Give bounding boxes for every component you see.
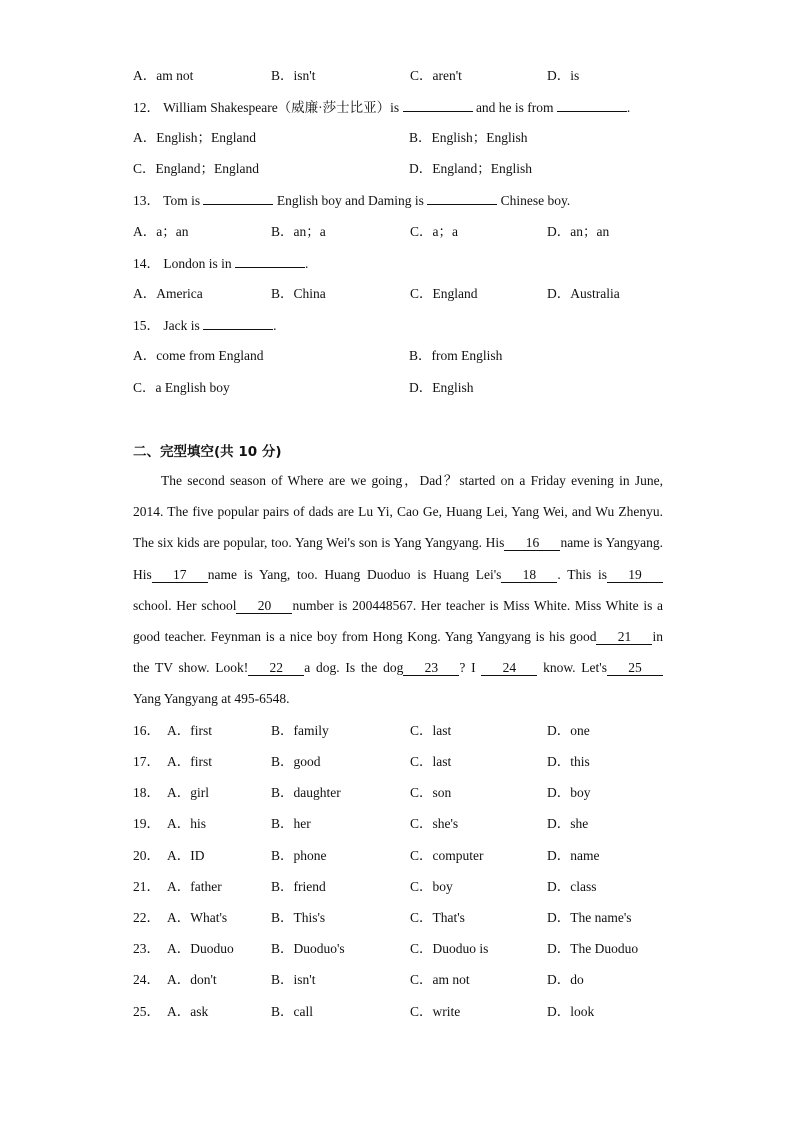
q25-option-a[interactable]: A．ask <box>167 1004 209 1019</box>
q16-option-d[interactable]: D．one <box>547 723 590 738</box>
q20-option-c[interactable]: C．computer <box>410 848 484 863</box>
q25-option-c[interactable]: C．write <box>410 1004 461 1019</box>
q12-blank-2[interactable] <box>557 97 627 112</box>
q15-end: . <box>273 318 277 333</box>
q13-option-d[interactable]: D．an；an <box>547 224 610 239</box>
q24-option-a[interactable]: A．don't <box>167 972 217 987</box>
q17-option-a[interactable]: A．first <box>167 754 212 769</box>
passage-text-6: number is 200448567. Her teacher is Miss White. Miss White is a good teacher. Feynman is a nice boy from Hong Kong. Yang Yangyang is his good <box>133 597 663 645</box>
q13-text-b: English boy and Daming is <box>276 193 424 208</box>
q13-number: 13． <box>133 193 160 208</box>
q11-option-c[interactable]: C．aren't <box>410 68 462 83</box>
cloze-blank-23[interactable]: 23 <box>403 661 459 676</box>
q21-option-d[interactable]: D．class <box>547 879 597 894</box>
passage-text-11: Yang Yangyang at 495-6548. <box>133 691 290 707</box>
q23-option-a[interactable]: A．Duoduo <box>167 941 234 956</box>
q23-number: 23． <box>133 941 160 956</box>
q16-number: 16． <box>133 723 160 738</box>
q19-option-b[interactable]: B．her <box>271 816 311 831</box>
q15-option-a[interactable]: A．come from England <box>133 348 264 363</box>
q22-option-d[interactable]: D．The name's <box>547 910 632 925</box>
q12-text-b: and he is from <box>475 100 554 115</box>
cloze-blank-21[interactable]: 21 <box>596 630 652 645</box>
q14-stem <box>133 253 308 273</box>
passage-text-3: name is Yang, too. Huang Duoduo is Huang Lei's <box>207 566 502 582</box>
q21-option-c[interactable]: C．boy <box>410 879 453 894</box>
q23-option-c[interactable]: C．Duoduo is <box>410 941 489 956</box>
cloze-blank-17[interactable]: 17 <box>152 568 208 583</box>
q12-blank-1[interactable] <box>403 97 473 112</box>
q18-number: 18． <box>133 785 160 800</box>
q22-option-c[interactable]: C．That's <box>410 910 465 925</box>
q13-text-a: Tom is <box>163 193 201 208</box>
q20-option-d[interactable]: D．name <box>547 848 600 863</box>
q25-number: 25． <box>133 1004 160 1019</box>
cloze-blank-22[interactable]: 22 <box>248 661 304 676</box>
q15-option-c[interactable]: C．a English boy <box>133 380 230 395</box>
q25-option-b[interactable]: B．call <box>271 1004 313 1019</box>
q13-stem <box>133 190 570 210</box>
q13-blank-1[interactable] <box>203 190 273 205</box>
q14-end: . <box>305 256 309 271</box>
passage-text-10: know. Let's <box>543 660 607 676</box>
q17-number: 17． <box>133 754 160 769</box>
cloze-blank-16[interactable]: 16 <box>504 536 560 551</box>
q15-option-d[interactable]: D．English <box>409 380 474 395</box>
q14-number: 14． <box>133 256 160 271</box>
q14-option-b[interactable]: B．China <box>271 286 326 301</box>
cloze-passage <box>133 465 663 715</box>
q19-option-a[interactable]: A．his <box>167 816 207 831</box>
q13-option-a[interactable]: A．a；an <box>133 224 189 239</box>
q14-option-c[interactable]: C．England <box>410 286 478 301</box>
q16-option-b[interactable]: B．family <box>271 723 329 738</box>
q24-option-c[interactable]: C．am not <box>410 972 470 987</box>
q12-option-d[interactable]: D．England；English <box>409 161 532 176</box>
q17-option-b[interactable]: B．good <box>271 754 321 769</box>
section-heading: 二、完型填空(共 10 分) <box>133 444 282 460</box>
q17-option-d[interactable]: D．this <box>547 754 590 769</box>
q18-option-d[interactable]: D．boy <box>547 785 591 800</box>
q12-end: . <box>626 100 631 115</box>
passage-text-2: name is Yangyang. His <box>133 535 663 582</box>
cloze-blank-25[interactable]: 25 <box>607 661 663 676</box>
passage-text-4: . This is <box>557 566 608 582</box>
q18-option-c[interactable]: C．son <box>410 785 452 800</box>
q21-option-a[interactable]: A．father <box>167 879 222 894</box>
q24-option-b[interactable]: B．isn't <box>271 972 316 987</box>
q11-option-d[interactable]: D．is <box>547 68 580 83</box>
cloze-blank-20[interactable]: 20 <box>236 599 292 614</box>
q19-number: 19． <box>133 816 160 831</box>
q22-option-a[interactable]: A．What's <box>167 910 228 925</box>
q13-text-c: Chinese boy. <box>500 193 571 208</box>
q21-number: 21． <box>133 879 160 894</box>
q13-option-b[interactable]: B．an；a <box>271 224 326 239</box>
q15-blank[interactable] <box>203 315 273 330</box>
cloze-blank-18[interactable]: 18 <box>501 568 557 583</box>
q20-number: 20． <box>133 848 160 863</box>
passage-text-8: a dog. Is the dog <box>304 660 404 676</box>
q20-option-a[interactable]: A．ID <box>167 848 205 863</box>
q12-text-a: William Shakespeare（威廉·莎士比亚）is <box>163 100 400 115</box>
q15-stem <box>133 315 277 335</box>
q19-option-d[interactable]: D．she <box>547 816 589 831</box>
q25-option-d[interactable]: D．look <box>547 1004 595 1019</box>
q23-option-d[interactable]: D．The Duoduo <box>547 941 639 956</box>
cloze-blank-24[interactable]: 24 <box>481 661 537 676</box>
q13-blank-2[interactable] <box>427 190 497 205</box>
q22-number: 22． <box>133 910 160 925</box>
cloze-blank-19[interactable]: 19 <box>607 568 663 583</box>
q15-text-a: Jack is <box>163 318 200 333</box>
q12-option-a[interactable]: A．English；England <box>133 130 256 145</box>
q11-option-a[interactable]: A．am not <box>133 68 194 83</box>
q12-option-b[interactable]: B．English；English <box>409 130 528 145</box>
q16-option-a[interactable]: A．first <box>167 723 212 738</box>
q22-option-b[interactable]: B．This's <box>271 910 326 925</box>
q14-option-d[interactable]: D．Australia <box>547 286 620 301</box>
q14-option-a[interactable]: A．America <box>133 286 203 301</box>
passage-text-7: in the TV show. Look! <box>133 629 663 676</box>
q16-option-c[interactable]: C．last <box>410 723 452 738</box>
q15-option-b[interactable]: B．from English <box>409 348 503 363</box>
q12-number: 12． <box>133 100 160 115</box>
q17-option-c[interactable]: C．last <box>410 754 452 769</box>
q21-option-b[interactable]: B．friend <box>271 879 326 894</box>
q19-option-c[interactable]: C．she's <box>410 816 459 831</box>
q12-option-c[interactable]: C．England；England <box>133 161 259 176</box>
q11-option-b[interactable]: B．isn't <box>271 68 316 83</box>
passage-text-5: school. Her school <box>133 597 237 613</box>
q23-option-b[interactable]: B．Duoduo's <box>271 941 345 956</box>
q14-text-a: London is in <box>163 256 232 271</box>
passage-text-9: ? I <box>459 660 476 676</box>
q24-number: 24． <box>133 972 160 987</box>
q15-number: 15． <box>133 318 160 333</box>
q13-option-c[interactable]: C．a；a <box>410 224 458 239</box>
q24-option-d[interactable]: D．do <box>547 972 584 987</box>
q18-option-a[interactable]: A．girl <box>167 785 209 800</box>
q12-stem <box>133 97 630 117</box>
q14-blank[interactable] <box>235 253 305 268</box>
passage-text-1: The second season of Where are we going，Dad？started on a Friday evening in June, 2014. The five popular pairs of dads are Lu Yi, Cao Ge, Huang Lei, Yang Wei, and Wu Zhenyu. The six kids are popular, too. Yang Wei's son is Yang Yangyang. His <box>133 473 663 551</box>
q20-option-b[interactable]: B．phone <box>271 848 327 863</box>
q18-option-b[interactable]: B．daughter <box>271 785 341 800</box>
